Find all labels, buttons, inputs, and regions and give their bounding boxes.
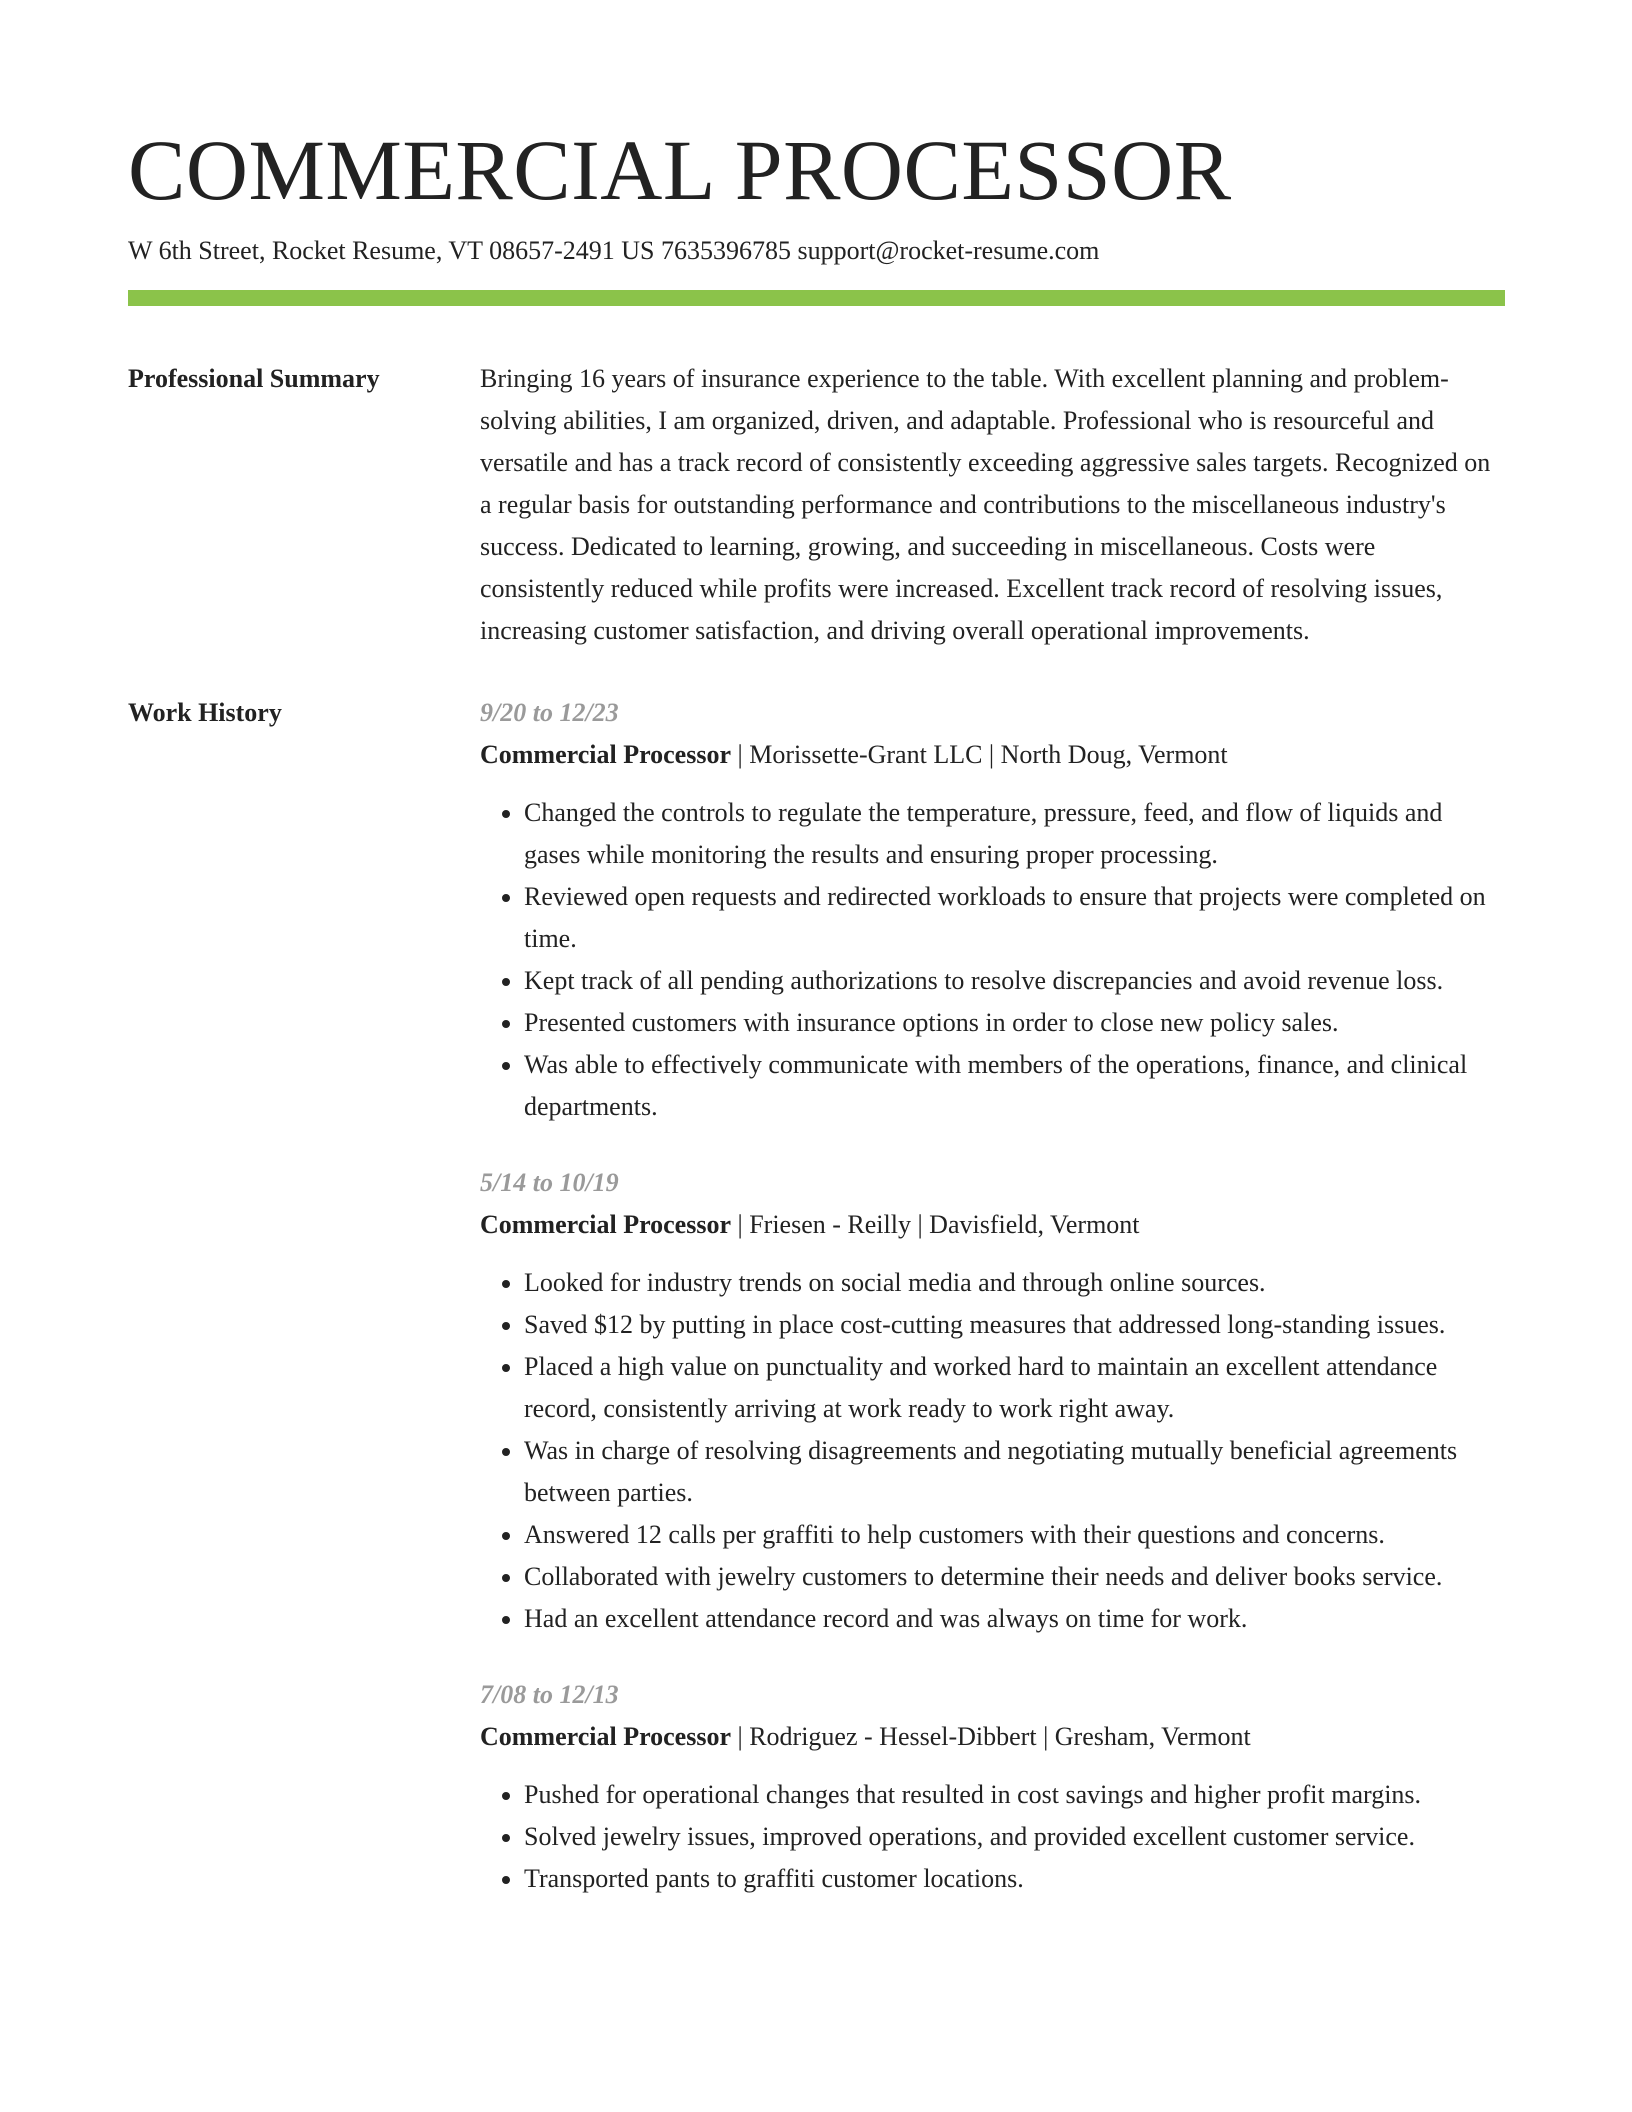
job-entry xyxy=(480,1162,1505,1640)
header-divider xyxy=(128,290,1505,306)
job-dates: 9/20 to 12/23 xyxy=(480,698,619,727)
contact-line: W 6th Street, Rocket Resume, VT 08657-2491 US 7635396785 support@rocket-resume.com xyxy=(128,236,1100,265)
duty-item: • Looked for industry trends on social media and through online sources. xyxy=(524,1262,1505,1304)
duty-item: • Solved jewelry issues, improved operations, and provided excellent customer service. xyxy=(524,1816,1505,1858)
work-history-label: Work History xyxy=(128,698,282,727)
duty-item: • Transported pants to graffiti customer locations. xyxy=(524,1858,1505,1900)
job-entry xyxy=(480,1674,1505,1900)
job-employer: | Rodriguez - Hessel-Dibbert | Gresham, Vermont xyxy=(731,1722,1251,1751)
job-employer: | Morissette-Grant LLC | North Doug, Vermont xyxy=(731,740,1228,769)
duty-list xyxy=(480,1262,1505,1640)
job-title-line xyxy=(480,734,1505,776)
work-history-section xyxy=(128,692,1505,1934)
summary-text: Bringing 16 years of insurance experience to the table. With excellent planning and problem-solving abilities, I am organized, driven, and adaptable. Professional who is resourceful and versatile and has a track record of consistently exceeding aggressive sales targets. Recognized on a regular basis for outstanding performance and contributions to the miscellaneous industry's success. Dedicated to learning, growing, and succeeding in miscellaneous. Costs were consistently reduced while profits were increased. Excellent track record of resolving issues, increasing customer satisfaction, and driving overall operational improvements. xyxy=(480,364,1491,645)
resume-page xyxy=(128,0,1505,1934)
job-title: Commercial Processor xyxy=(480,740,731,769)
job-dates: 5/14 to 10/19 xyxy=(480,1168,619,1197)
duty-item: • Answered 12 calls per graffiti to help customers with their questions and concerns. xyxy=(524,1514,1505,1556)
duty-item: • Was able to effectively communicate with members of the operations, finance, and clinical departments. xyxy=(524,1044,1505,1128)
duty-item: • Saved $12 by putting in place cost-cutting measures that addressed long-standing issues. xyxy=(524,1304,1505,1346)
duty-item: • Presented customers with insurance options in order to close new policy sales. xyxy=(524,1002,1505,1044)
work-history-body xyxy=(480,692,1505,1934)
duty-item: • Pushed for operational changes that resulted in cost savings and higher profit margins. xyxy=(524,1774,1505,1816)
duty-item: • Placed a high value on punctuality and worked hard to maintain an excellent attendance record, consistently arriving at work ready to work right away. xyxy=(524,1346,1505,1430)
duty-item: • Collaborated with jewelry customers to determine their needs and deliver books service. xyxy=(524,1556,1505,1598)
duty-item: • Kept track of all pending authorizations to resolve discrepancies and avoid revenue loss. xyxy=(524,960,1505,1002)
resume-name: COMMERCIAL PROCESSOR xyxy=(128,122,1232,218)
summary-label: Professional Summary xyxy=(128,364,380,393)
job-title: Commercial Processor xyxy=(480,1210,731,1239)
summary-body xyxy=(480,358,1505,652)
duty-list xyxy=(480,1774,1505,1900)
job-title-line xyxy=(480,1716,1505,1758)
job-employer: | Friesen - Reilly | Davisfield, Vermont xyxy=(731,1210,1140,1239)
duty-list xyxy=(480,792,1505,1128)
duty-item: • Had an excellent attendance record and was always on time for work. xyxy=(524,1598,1505,1640)
job-title: Commercial Processor xyxy=(480,1722,731,1751)
duty-item: • Changed the controls to regulate the temperature, pressure, feed, and flow of liquids and gases while monitoring the results and ensuring proper processing. xyxy=(524,792,1505,876)
duty-item: • Reviewed open requests and redirected workloads to ensure that projects were completed on time. xyxy=(524,876,1505,960)
job-entry xyxy=(480,692,1505,1128)
summary-section xyxy=(128,358,1505,652)
duty-item: • Was in charge of resolving disagreements and negotiating mutually beneficial agreements between parties. xyxy=(524,1430,1505,1514)
job-dates: 7/08 to 12/13 xyxy=(480,1680,619,1709)
job-title-line xyxy=(480,1204,1505,1246)
